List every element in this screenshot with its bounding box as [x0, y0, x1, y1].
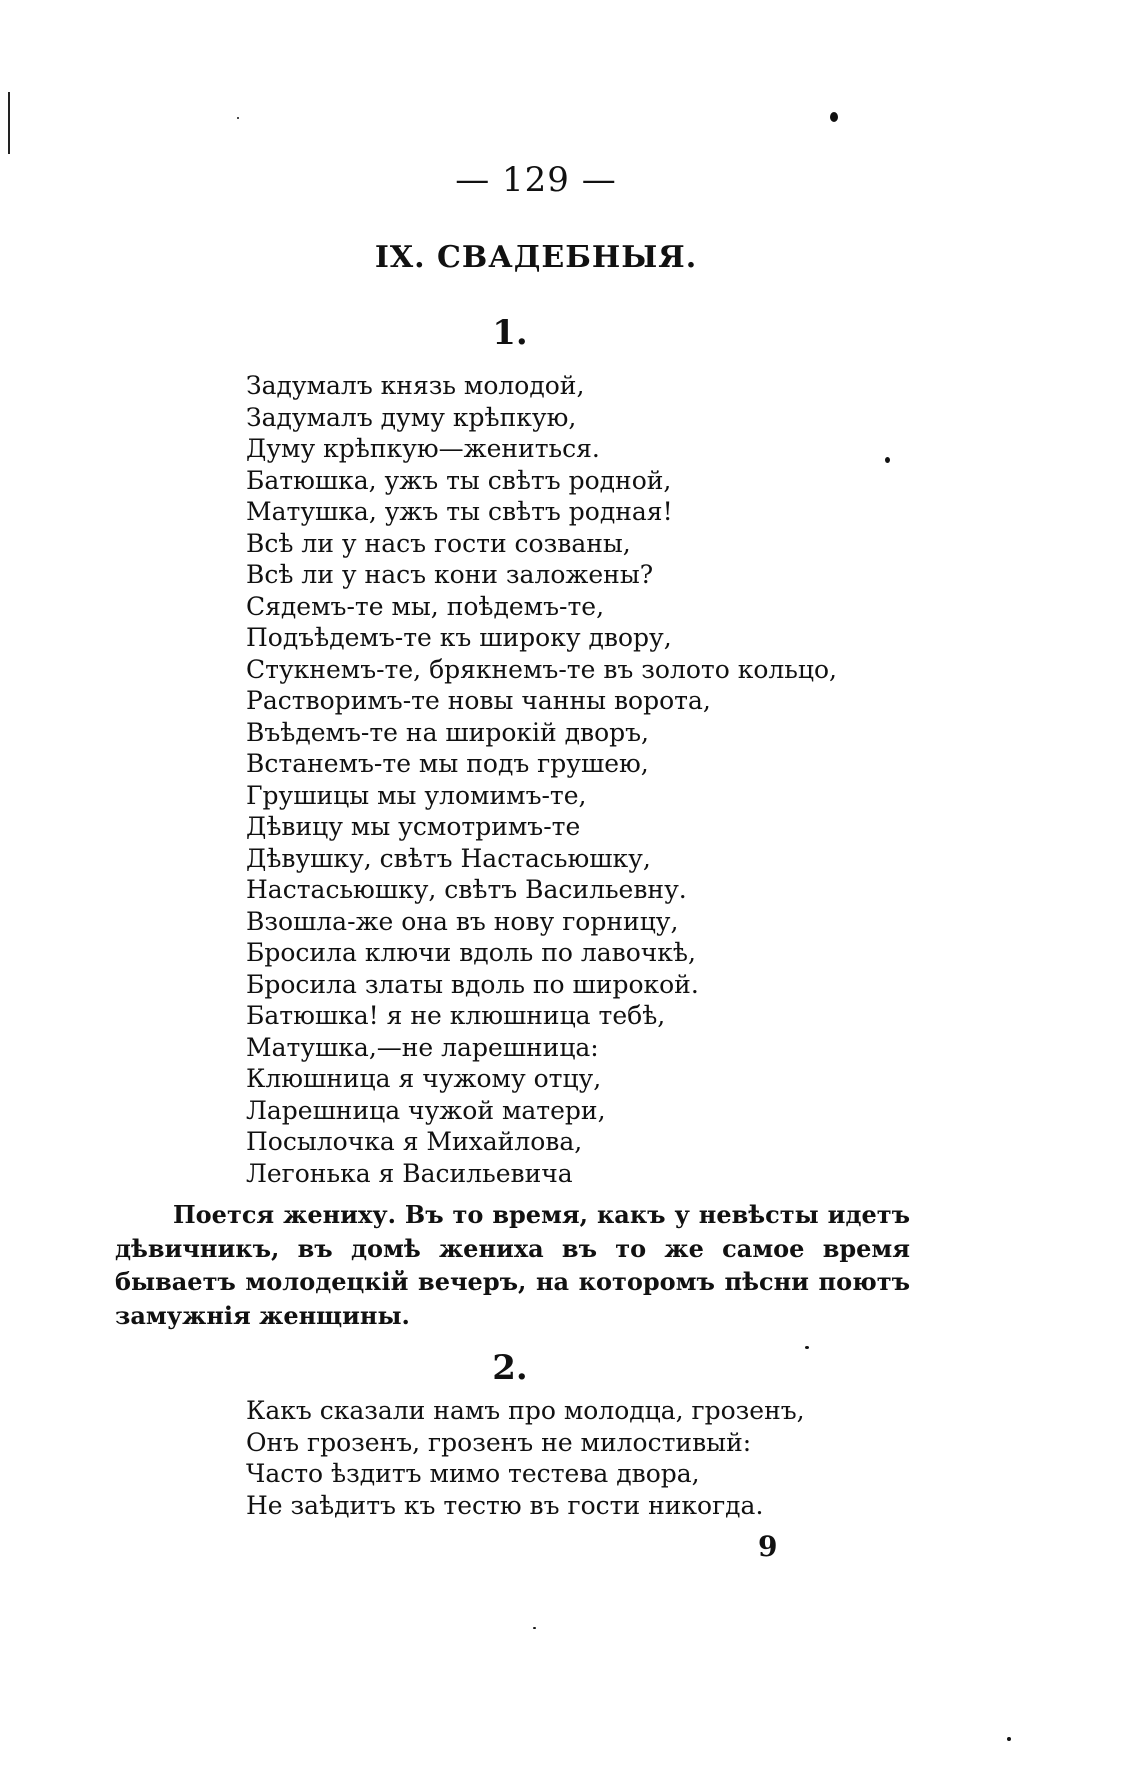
verse-line: Грушицы мы уломимъ-те,	[246, 780, 587, 810]
verse-line: Бросила златы вдоль по широкой.	[246, 969, 699, 999]
verse-line: Бросила ключи вдоль по лавочкѣ,	[246, 938, 696, 967]
verse-line: Посылочка я Михайлова,	[246, 1127, 583, 1156]
verse-line: Стукнемъ-те, брякнемъ-те въ золото кольцо,	[246, 654, 837, 684]
ink-speck	[533, 1627, 536, 1629]
printer-signature-mark: 9	[758, 1530, 778, 1563]
ink-speck	[830, 112, 838, 122]
verse-line: Какъ сказали намъ про молодца, грозенъ,	[246, 1396, 805, 1425]
verse-line: Подъѣдемъ-те къ широку двору,	[246, 623, 672, 652]
verse-line: Всѣ ли у насъ кони заложены?	[246, 560, 654, 589]
verse-line: Батюшка, ужъ ты свѣтъ родной,	[246, 465, 672, 495]
verse-line: Задумалъ думу крѣпкую,	[246, 402, 577, 432]
verse-line: Матушка, ужъ ты свѣтъ родная!	[246, 497, 673, 526]
verse-line: Думу крѣпкую—жениться.	[246, 434, 600, 463]
verse-line: Часто ѣздитъ мимо тестева двора,	[246, 1459, 700, 1488]
verse-line: Онъ грозенъ, грозенъ не милостивый:	[246, 1427, 752, 1457]
verse-line: Легонька я Васильевича	[246, 1158, 573, 1188]
song-1-number: 1.	[492, 313, 528, 353]
verse-line: Матушка,—не ларешница:	[246, 1032, 599, 1062]
verse-line: Встанемъ-те мы подъ грушею,	[246, 749, 649, 778]
verse-line: Растворимъ-те новы чанны ворота,	[246, 686, 711, 715]
page-number: — 129 —	[455, 160, 617, 200]
verse-line: Настасьюшку, свѣтъ Васильевну.	[246, 875, 687, 904]
verse-line: Ларешница чужой матери,	[246, 1095, 606, 1125]
verse-line: Всѣ ли у насъ гости созваны,	[246, 528, 631, 558]
verse-line: Батюшка! я не клюшница тебѣ,	[246, 1001, 666, 1030]
verse-line: Сядемъ-те мы, поѣдемъ-те,	[246, 591, 605, 621]
verse-line: Не заѣдитъ къ тестю въ гости никогда.	[246, 1490, 764, 1520]
verse-line: Дѣвицу мы усмотримъ-те	[246, 812, 581, 841]
song-2-verse	[246, 1395, 805, 1521]
song-1-verse	[246, 370, 837, 1189]
section-title: IX. СВАДЕБНЫЯ.	[374, 240, 698, 275]
song-1-note: Поется жениху. Въ то время, какъ у невѣсты идетъ дѣвичникъ, въ домѣ жениха въ то же самое время бываетъ молодецкій вечеръ, на которомъ пѣсни поютъ замужнія женщины.	[115, 1200, 910, 1330]
verse-line: Дѣвушку, свѣтъ Настасьюшку,	[246, 843, 651, 873]
verse-line: Взошла-же она въ нову горницу,	[246, 906, 679, 936]
song-2-number: 2.	[492, 1348, 528, 1388]
verse-line: Клюшница я чужому отцу,	[246, 1064, 602, 1093]
verse-line: Въѣдемъ-те на широкій дворъ,	[246, 717, 649, 747]
verse-line: Задумалъ князь молодой,	[246, 371, 585, 400]
ink-speck	[237, 117, 239, 119]
ink-speck	[885, 457, 890, 463]
ink-speck	[1007, 1737, 1011, 1741]
left-margin-rule	[8, 92, 10, 154]
